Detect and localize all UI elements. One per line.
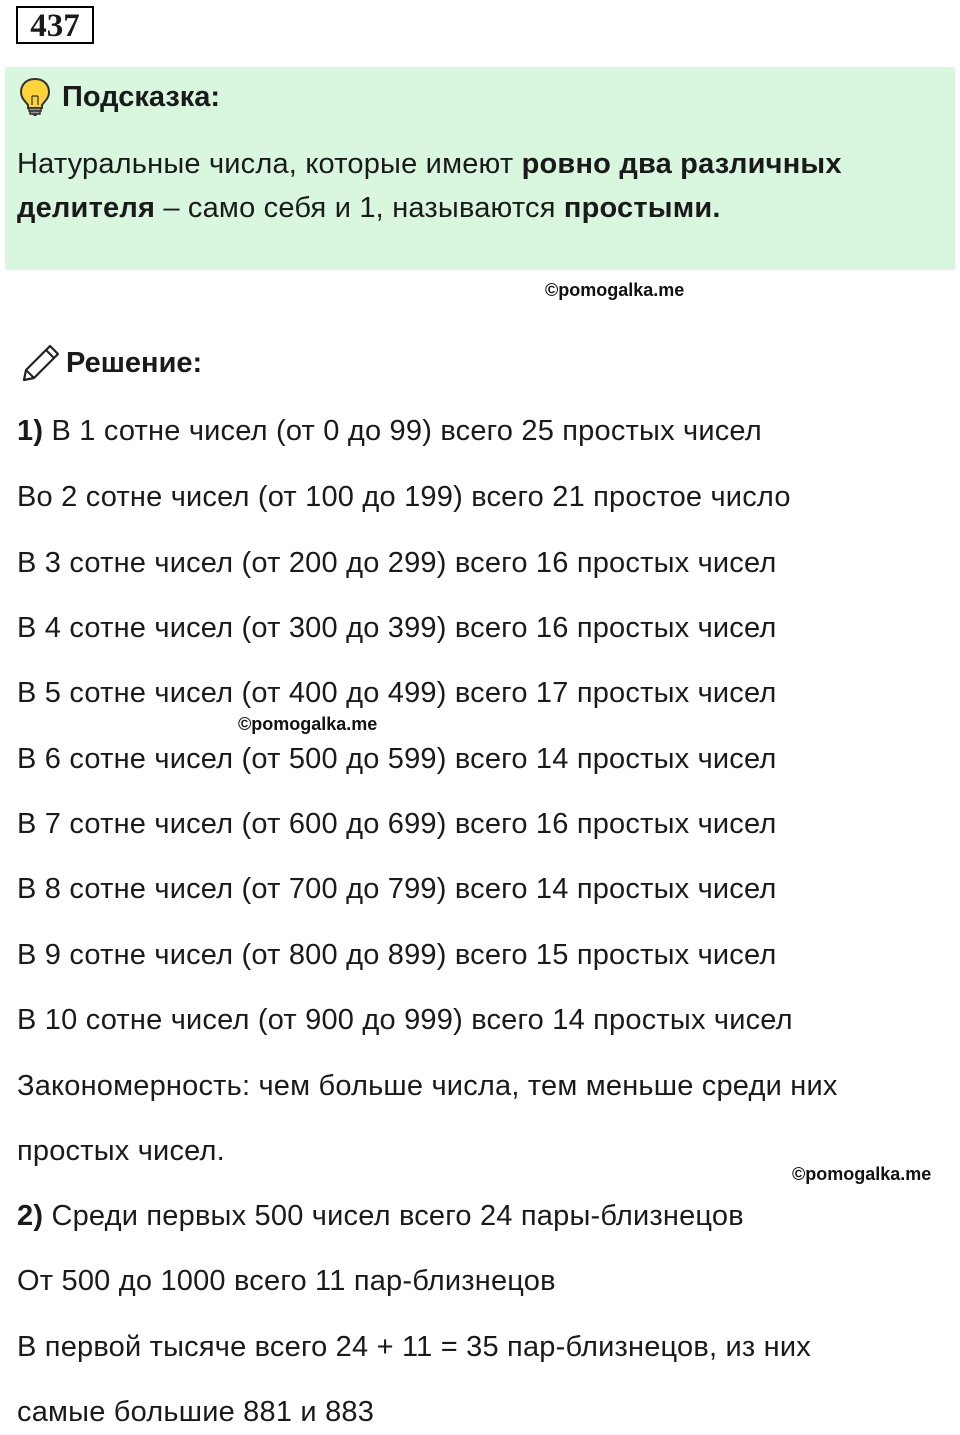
pencil-icon	[20, 342, 62, 384]
solution-line: Закономерность: чем больше числа, тем меньше среди них	[17, 1070, 838, 1102]
solution-line-1	[17, 413, 762, 449]
solution-line: В 7 сотне чисел (от 600 до 699) всего 16 простых чисел	[17, 808, 777, 840]
solution-line: В 10 сотне чисел (от 900 до 999) всего 14 простых чисел	[17, 1004, 793, 1036]
hint-title: Подсказка:	[62, 81, 221, 113]
hint-text-part1: Натуральные числа, которые имеют	[17, 148, 522, 180]
part2-first-text: Среди первых 500 чисел всего 24 пары-близнецов	[43, 1200, 744, 1232]
part2-label: 2)	[17, 1200, 44, 1232]
part1-first-text: В 1 сотне чисел (от 0 до 99) всего 25 простых чисел	[43, 415, 762, 447]
solution-line: Во 2 сотне чисел (от 100 до 199) всего 21 простое число	[17, 481, 791, 513]
solution-line: В 8 сотне чисел (от 700 до 799) всего 14 простых чисел	[17, 873, 777, 905]
solution-line: В первой тысяче всего 24 + 11 = 35 пар-близнецов, из них	[17, 1331, 811, 1363]
watermark: ©pomogalka.me	[238, 714, 378, 734]
solution-line: В 5 сотне чисел (от 400 до 499) всего 17 простых чисел	[17, 677, 777, 709]
hint-text	[17, 142, 937, 230]
solution-line: простых чисел.	[17, 1135, 225, 1167]
solution-line: В 3 сотне чисел (от 200 до 299) всего 16 простых чисел	[17, 547, 777, 579]
solution-title: Решение:	[66, 347, 203, 379]
solution-line: В 6 сотне чисел (от 500 до 599) всего 14 простых чисел	[17, 743, 777, 775]
solution-line: От 500 до 1000 всего 11 пар-близнецов	[17, 1265, 556, 1297]
watermark: ©pomogalka.me	[792, 1164, 932, 1184]
solution-line: самые большие 881 и 883	[17, 1396, 375, 1428]
solution-line-part2	[17, 1198, 744, 1234]
solution-line: В 9 сотне чисел (от 800 до 899) всего 15 простых чисел	[17, 939, 777, 971]
part1-label: 1)	[17, 415, 44, 447]
hint-text-part2: – само себя и 1, называются	[155, 192, 564, 224]
watermark: ©pomogalka.me	[545, 280, 685, 300]
solution-line: В 4 сотне чисел (от 300 до 399) всего 16 простых чисел	[17, 612, 777, 644]
hint-text-bold2: простыми.	[563, 192, 721, 224]
hint-text-bold1: ровно два различных делителя	[17, 148, 842, 224]
problem-number: 437	[16, 6, 94, 44]
lightbulb-icon	[18, 77, 52, 117]
